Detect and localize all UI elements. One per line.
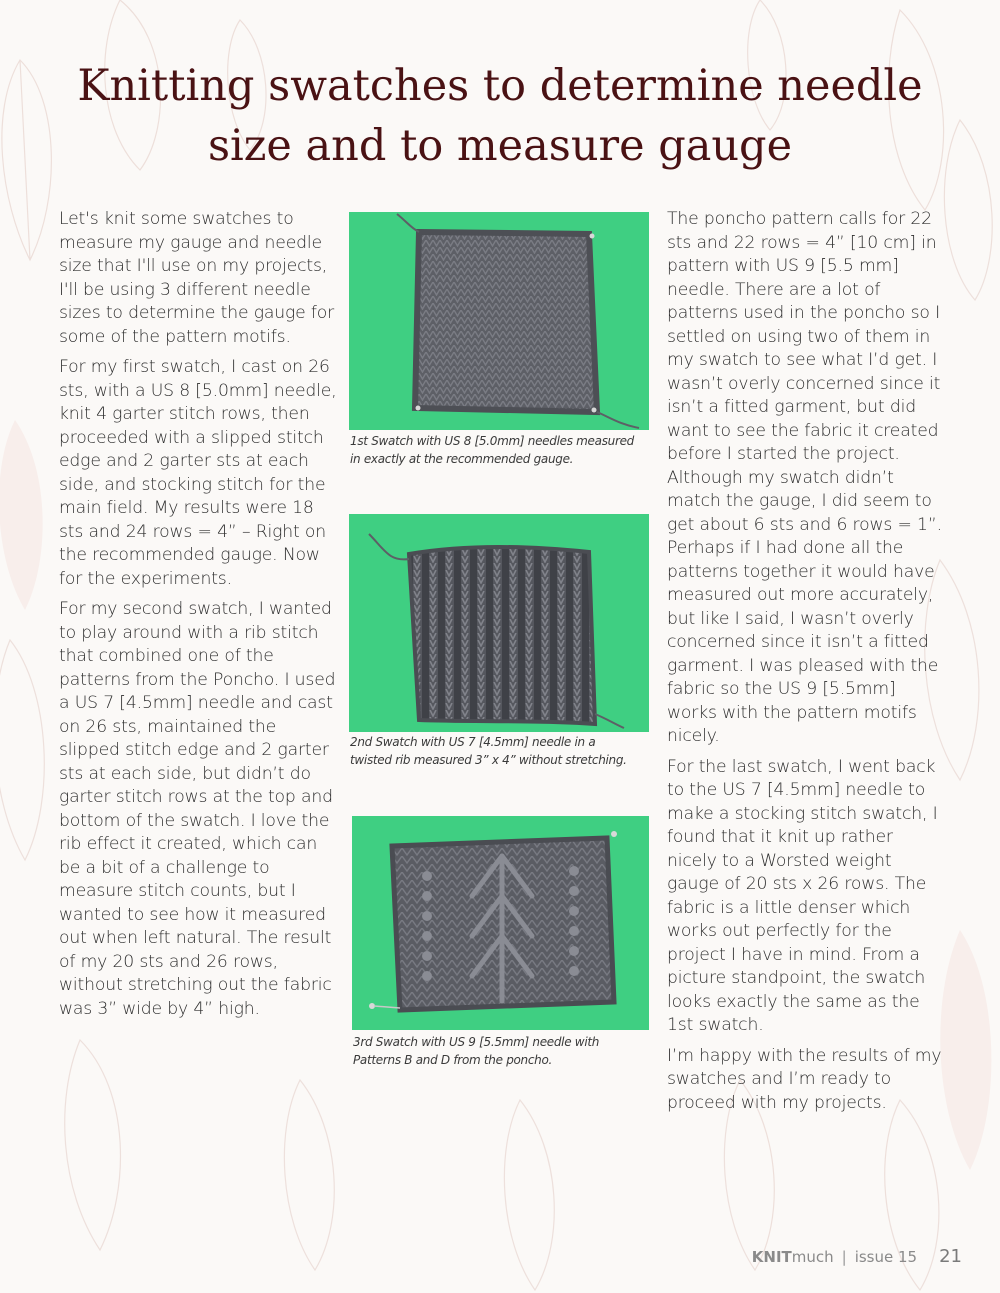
caption-line: 1st Swatch with US 8 [5.0mm] needles measured [350,434,634,448]
paragraph: Let's knit some swatches to measure my gauge and needle size that I'll use on my projects, I'll be using 3 different needle sizes to determine the gauge for some of the pattern motifs. [59,209,335,347]
page-number: 21 [939,1246,962,1267]
paragraph: For my first swatch, I cast on 26 sts, with a US 8 [5.0mm] needle, knit 4 garter stitch rows, then proceeded with a slipped stitch edge and 2 garter sts at each side, and stocking stitch for the main field. My results were 18 sts and 24 rows = 4” – Right on the recommended gauge. Now for the experiments. [59,357,337,589]
right-text-column [667,208,945,1122]
brand-knit: KNIT [751,1248,792,1266]
left-text-column [59,208,341,1028]
footer-separator: | [841,1248,847,1266]
brand-much: much [791,1248,834,1266]
caption-line: 2nd Swatch with US 7 [4.5mm] needle in a [350,735,596,749]
paragraph: The poncho pattern calls for 22 sts and 22 rows = 4” [10 cm] in pattern with US 9 [5.5 mm] needle. There are a lot of patterns used in the poncho so I settled on using two of them in my swatch to see what I’d get. I wasn’t overly concerned since it isn’t a fitted garment, but did want to see the fabric it created before I started the project. Although my swatch didn’t match the gauge, I did seem to get about 6 sts and 6 rows = 1”. Perhaps if I had done all the patterns together it would have measured out more accurately, but like I said, I wasn’t overly concerned since it isn’t a fitted garment. I was pleased with the fabric so the US 9 [5.5mm] works with the pattern motifs nicely. [667,209,942,746]
paragraph: For the last swatch, I went back to the US 7 [4.5mm] needle to make a stocking stitch swatch, I found that it knit up rather nicely to a Worsted weight gauge of 20 sts x 26 rows. The fabric is a little denser which works out perfectly for the project I have in mind. From a picture standpoint, the swatch looks exactly the same as the 1st swatch. [667,756,938,1035]
photo-caption-2 [350,733,627,769]
page-footer [752,1246,962,1267]
swatch-photo-2 [349,514,649,732]
caption-line: Patterns B and D from the poncho. [353,1053,553,1067]
swatch-photo-1 [349,212,649,430]
magazine-brand [752,1248,834,1266]
issue-label: issue 15 [854,1248,918,1266]
paragraph: For my second swatch, I wanted to play around with a rib stitch that combined one of the patterns from the Poncho. I used a US 7 [4.5mm] needle and cast on 26 sts, maintained the slipped stitch edge and 2 garter sts at each side, but didn’t do garter stitch rows at the top and bottom of the swatch. I love the rib effect it created, which can be a bit of a challenge to measure stitch counts, but I wanted to see how it measured out when left natural. The result of my 20 sts and 26 rows, without stretching out the fabric was 3” wide by 4” high. [59,599,336,1019]
photo-caption-1 [350,432,634,468]
caption-line: twisted rib measured 3” x 4” without stretching. [350,753,627,767]
photo-caption-3 [353,1033,599,1069]
swatch-photo-3 [352,816,649,1030]
caption-line: 3rd Swatch with US 9 [5.5mm] needle with [353,1035,600,1049]
paragraph: I’m happy with the results of my swatches and I’m ready to proceed with my projects. [667,1045,942,1113]
page-title: Knitting swatches to determine needle size and to measure gauge [77,61,923,171]
caption-line: in exactly at the recommended gauge. [350,452,574,466]
